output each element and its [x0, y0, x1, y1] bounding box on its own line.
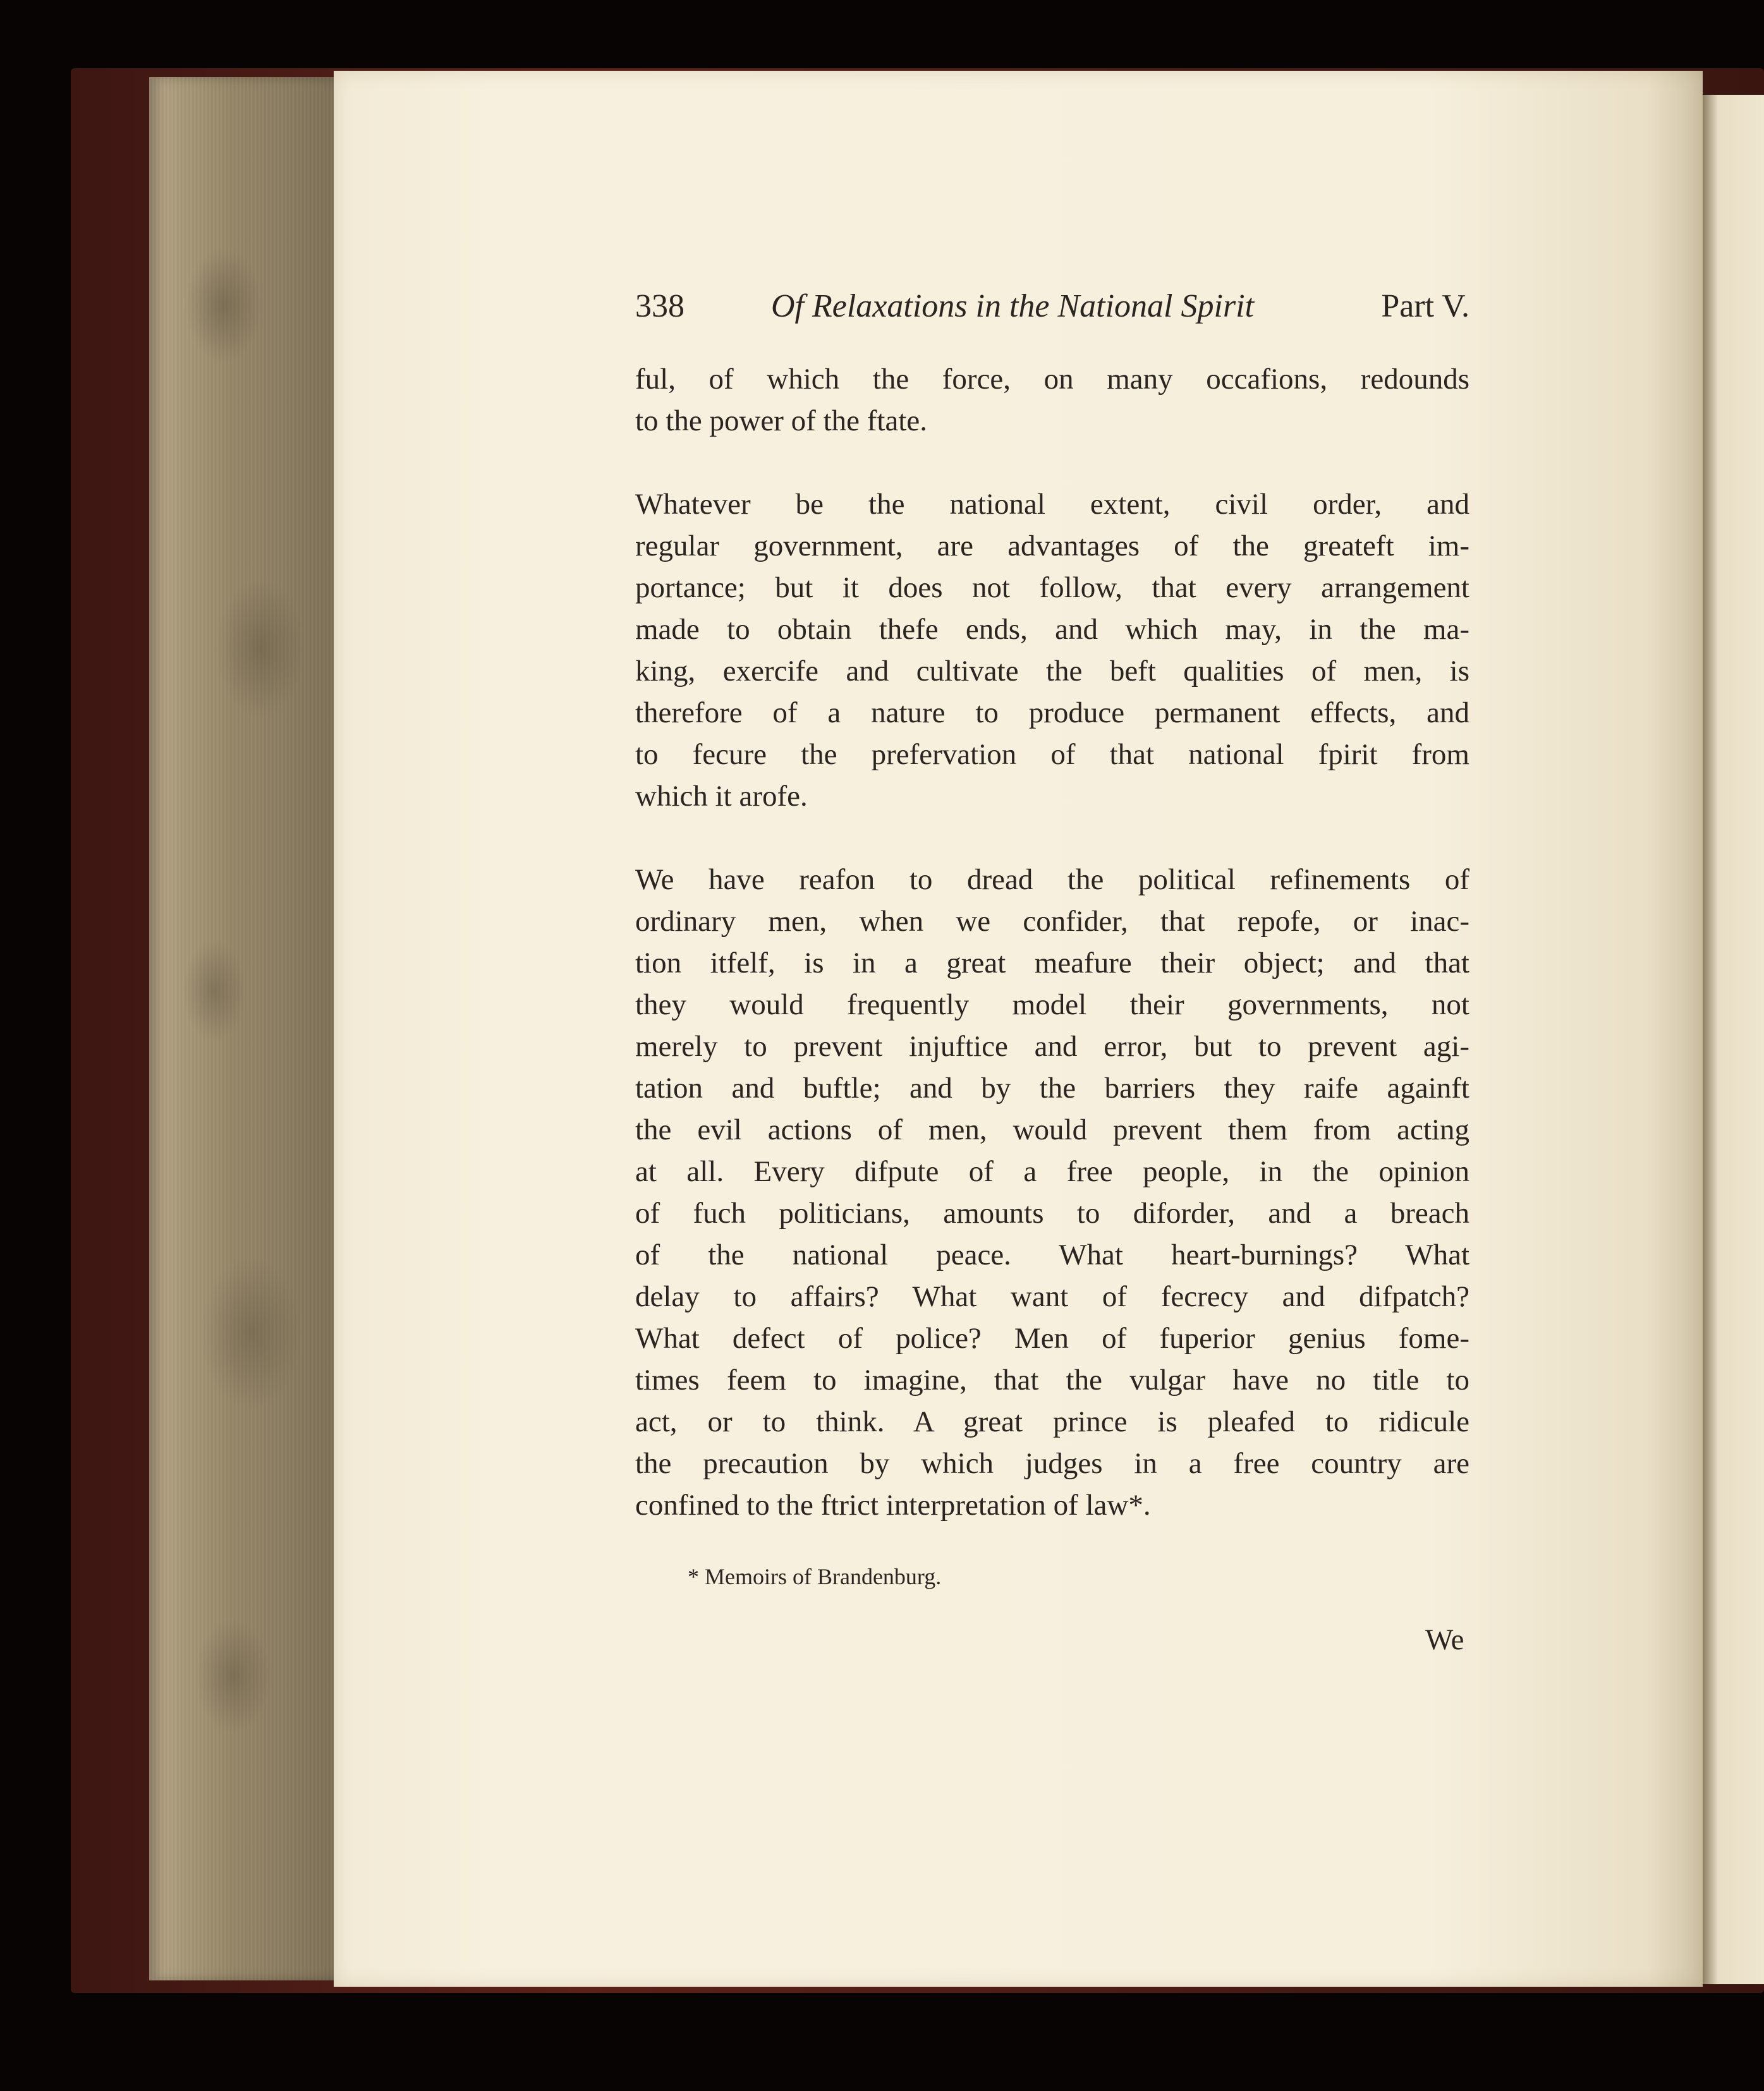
- catchword: We: [1425, 1623, 1464, 1656]
- text-line: ordinary men, when we confider, that repofe, or inac-: [635, 905, 1469, 938]
- text-line: confined to the ftrict interpretation of law*.: [635, 1489, 1151, 1522]
- text-line: tation and buftle; and by the barriers they raife againft: [635, 1072, 1469, 1105]
- text-line: at all. Every difpute of a free people, in the opinion: [635, 1155, 1469, 1188]
- text-line: delay to affairs? What want of fecrecy and difpatch?: [635, 1280, 1469, 1313]
- text-line: they would frequently model their governments, not: [635, 988, 1469, 1021]
- text-line: act, or to think. A great prince is pleafed to ridicule: [635, 1405, 1469, 1438]
- text-line: of fuch politicians, amounts to diforder, and a breach: [635, 1197, 1469, 1230]
- part-label: Part V.: [1381, 288, 1469, 324]
- footnote: * Memoirs of Brandenburg.: [688, 1564, 942, 1589]
- text-line: Whatever be the national extent, civil order, and: [635, 488, 1469, 521]
- text-line: regular government, are advantages of the greateft im-: [635, 530, 1469, 562]
- text-line: made to obtain thefe ends, and which may, in the ma-: [635, 613, 1469, 646]
- text-line: the precaution by which judges in a free country are: [635, 1447, 1469, 1480]
- page-fore-edge: [149, 77, 335, 1980]
- text-line: tion itfelf, is in a great meafure their object; and that: [635, 947, 1469, 979]
- text-line: therefore of a nature to produce permanent effects, and: [635, 696, 1469, 729]
- text-line: to fecure the prefervation of that national fpirit from: [635, 738, 1469, 771]
- text-line: We have reafon to dread the political refinements of: [635, 863, 1469, 896]
- text-line: What defect of police? Men of fuperior genius fome-: [635, 1322, 1469, 1355]
- text-line: which it arofe.: [635, 780, 808, 813]
- text-line: the evil actions of men, would prevent them from acting: [635, 1113, 1469, 1146]
- text-line: to the power of the ftate.: [635, 404, 927, 437]
- facing-page-edge: [1703, 95, 1764, 1984]
- page-number: 338: [635, 288, 684, 324]
- text-line: of the national peace. What heart-burnings? What: [635, 1239, 1469, 1271]
- text-line: merely to prevent injuftice and error, but to prevent agi-: [635, 1030, 1469, 1063]
- running-header: [635, 288, 1469, 332]
- text-line: times feem to imagine, that the vulgar have no title to: [635, 1364, 1469, 1397]
- running-title: Of Relaxations in the National Spirit: [771, 288, 1255, 324]
- text-line: portance; but it does not follow, that every arrangement: [635, 571, 1469, 604]
- text-line: king, exercife and cultivate the beft qualities of men, is: [635, 655, 1469, 688]
- text-line: ful, of which the force, on many occafions, redounds: [635, 363, 1469, 396]
